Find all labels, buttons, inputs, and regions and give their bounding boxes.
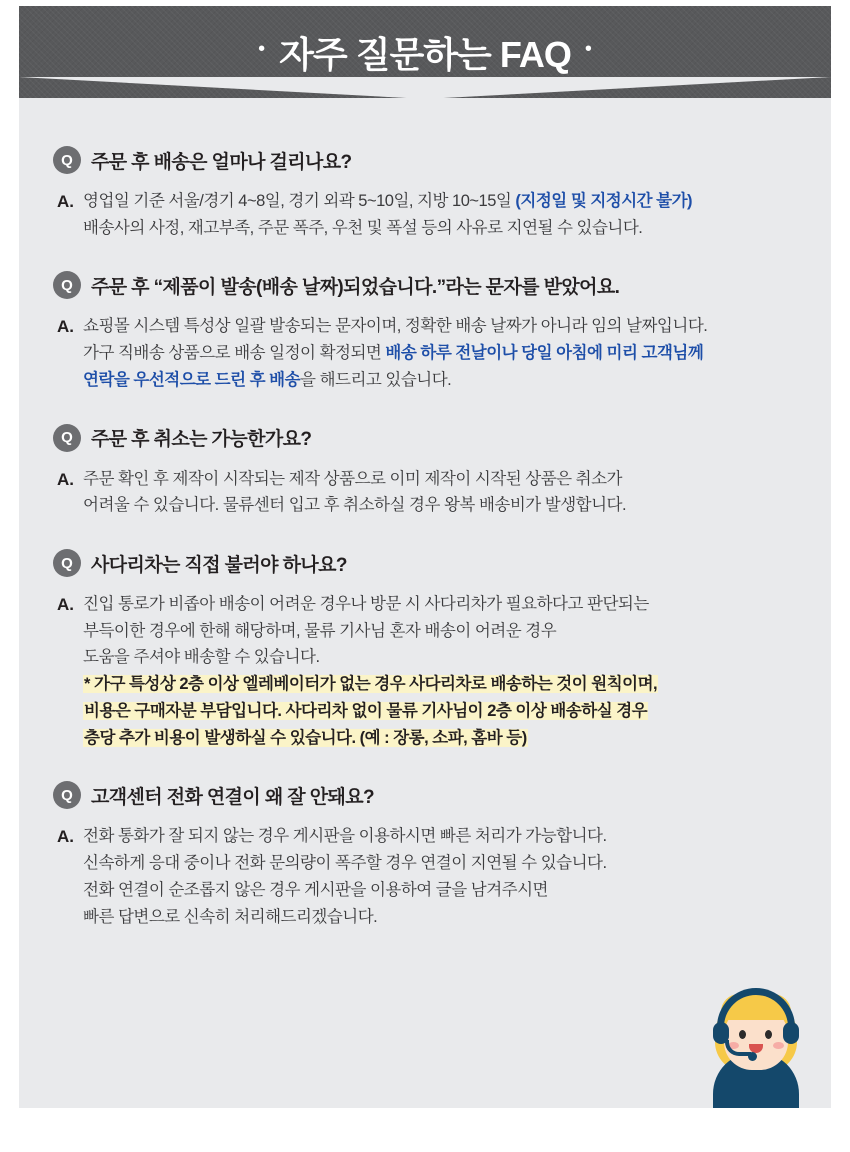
banner-notch-shape (19, 77, 831, 98)
answer-line (83, 340, 707, 367)
faq-item (53, 146, 797, 241)
faq-item (53, 271, 797, 393)
eye-right (765, 1030, 772, 1039)
answer-row (53, 188, 797, 241)
question-row (53, 781, 797, 809)
answer-emphasis: 연락을 우선적으로 드린 후 배송 (83, 370, 301, 389)
answer-line (83, 644, 658, 671)
question-text: 주문 후 배송은 얼마나 걸리나요? (91, 151, 352, 173)
answer-text: 진입 통로가 비좁아 배송이 어려운 경우나 방문 시 사다리차가 필요하다고 판단되는 (83, 595, 649, 614)
answer-body (83, 591, 658, 751)
answer-line (83, 492, 626, 519)
question-row (53, 549, 797, 577)
faq-item (53, 781, 797, 930)
answer-text: 주문 확인 후 제작이 시작되는 제작 상품으로 이미 제작이 시작된 상품은 취소가 (83, 469, 622, 488)
question-badge-icon: Q (53, 781, 81, 809)
page-title: 자주 질문하는 FAQ (279, 33, 571, 75)
question-badge-icon: Q (53, 146, 81, 174)
eye-left (739, 1030, 746, 1039)
answer-row (53, 313, 797, 393)
answer-highlight: 비용은 구매자분 부담입니다. 사다리차 없이 물류 기사님이 2층 이상 배송하실 경우 (84, 701, 648, 720)
answer-text: 을 해드리고 있습니다. (300, 370, 452, 389)
answer-text: 배송사의 사정, 재고부족, 주문 폭주, 우천 및 폭설 등의 사유로 지연될 수 있습니다. (83, 218, 643, 237)
answer-row (53, 823, 797, 930)
answer-label: A. (57, 317, 74, 337)
answer-highlight: 층당 추가 비용이 발생하실 수 있습니다. (예 : 장롱, 소파, 홈바 등) (84, 728, 527, 747)
operator-illustration (695, 978, 817, 1108)
faq-item (53, 549, 797, 751)
headset-icon (717, 988, 795, 1028)
answer-emphasis: (지정일 및 지정시간 불가) (515, 192, 693, 210)
answer-row (53, 466, 797, 519)
answer-text: 영업일 기준 서울/경기 4~8일, 경기 외곽 5~10일, 지방 10~15일 (83, 192, 516, 210)
question-text: 사다리차는 직접 불러야 하나요? (91, 554, 347, 576)
question-badge-icon: Q (53, 271, 81, 299)
answer-text: 부득이한 경우에 한해 해당하며, 물류 기사님 혼자 배송이 어려운 경우 (83, 621, 557, 640)
question-text: 주문 후 취소는 가능한가요? (91, 429, 312, 451)
answer-label: A. (57, 192, 74, 211)
answer-line (83, 313, 707, 340)
answer-text: 전화 연결이 순조롭지 않은 경우 게시판을 이용하여 글을 남겨주시면 (83, 880, 548, 899)
answer-body (83, 823, 607, 930)
headset-earcup-right (783, 1022, 799, 1044)
right-dot-icon: • (584, 38, 592, 60)
answer-line (83, 823, 607, 850)
answer-line (83, 188, 692, 215)
answer-line (83, 671, 658, 698)
answer-line (83, 698, 658, 725)
answer-body (83, 466, 626, 519)
headset-mic-tip (748, 1052, 757, 1061)
answer-text: 신속하게 응대 중이나 전화 문의량이 폭주할 경우 연결이 지연될 수 있습니다. (83, 854, 607, 873)
question-badge-icon: Q (53, 424, 81, 452)
answer-body (83, 188, 692, 241)
question-row (53, 146, 797, 174)
answer-line (83, 850, 607, 877)
question-badge-icon: Q (53, 549, 81, 577)
answer-line (83, 725, 658, 752)
answer-line (83, 591, 658, 618)
answer-label: A. (57, 827, 74, 847)
answer-line (83, 367, 707, 394)
blush-right (773, 1042, 784, 1049)
answer-text: 어려울 수 있습니다. 물류센터 입고 후 취소하실 경우 왕복 배송비가 발생합니다. (83, 496, 627, 515)
answer-text: 가구 직배송 상품으로 배송 일정이 확정되면 (83, 344, 386, 363)
answer-line (83, 904, 607, 931)
answer-label: A. (57, 595, 74, 615)
question-row (53, 271, 797, 299)
answer-highlight: * 가구 특성상 2층 이상 엘레베이터가 없는 경우 사다리차로 배송하는 것이 원칙이며, (84, 675, 658, 694)
question-text: 고객센터 전화 연결이 왜 잘 안돼요? (91, 786, 374, 808)
answer-row (53, 591, 797, 751)
answer-line (83, 466, 626, 493)
faq-item (53, 424, 797, 519)
question-row (53, 424, 797, 452)
faq-panel (19, 98, 831, 1108)
page-header-banner (19, 6, 831, 98)
answer-body (83, 313, 707, 393)
answer-line (83, 877, 607, 904)
answer-text: 도움을 주셔야 배송할 수 있습니다. (83, 648, 320, 667)
answer-line (83, 215, 692, 242)
answer-text: 빠른 답변으로 신속히 처리해드리겠습니다. (83, 907, 378, 926)
answer-line (83, 618, 658, 645)
answer-label: A. (57, 469, 74, 489)
answer-emphasis: 배송 하루 전날이나 당일 아침에 미리 고객님께 (385, 344, 704, 363)
answer-text: 쇼핑몰 시스템 특성상 일괄 발송되는 문자이며, 정확한 배송 날짜가 아니라 임의 날짜입니다. (83, 317, 708, 336)
question-text: 주문 후 “제품이 발송(배송 날짜)되었습니다.”라는 문자를 받았어요. (91, 276, 620, 298)
answer-text: 전화 통화가 잘 되지 않는 경우 게시판을 이용하시면 빠른 처리가 가능합니다. (83, 827, 607, 846)
left-dot-icon: • (258, 38, 266, 60)
